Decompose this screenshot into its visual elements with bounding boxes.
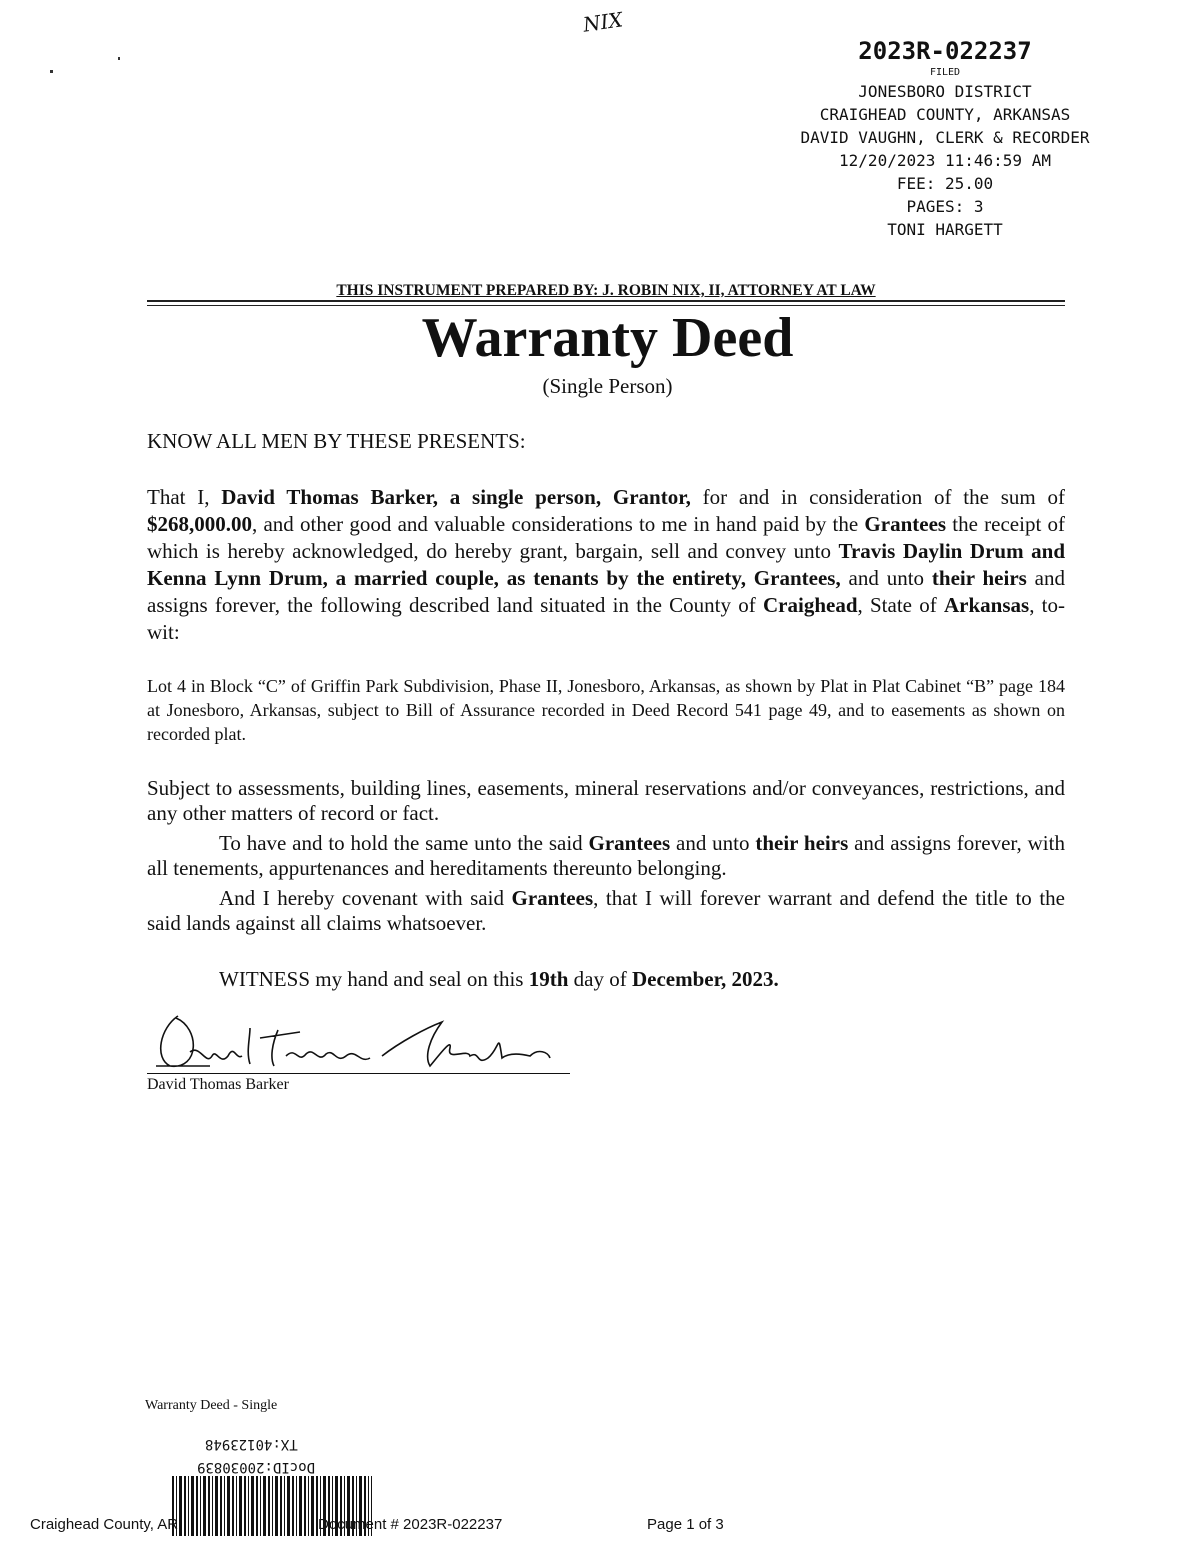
text-segment: , that I will forever warrant and defend the title to the said lands against all claims whatsoever.	[147, 886, 1065, 935]
footer-page: Page 1 of 3	[647, 1516, 724, 1533]
text-segment: and assigns forever, with all tenements, appurtenances and hereditaments thereunto belonging.	[147, 831, 1065, 880]
legal-description: Lot 4 in Block “C” of Griffin Park Subdivision, Phase II, Jonesboro, Arkansas, as shown by Plat in Plat Cabinet “B” page 184 at Jonesboro, Arkansas, subject to Bill of Assurance recorded in Deed Record 541 page 49, and to easements as shown on recorded plat.	[147, 676, 1065, 744]
bold-text-segment: $268,000.00	[147, 512, 252, 536]
bold-text-segment: Arkansas	[943, 593, 1030, 617]
signature-scribble	[150, 1008, 570, 1072]
footer-document-number: Document # 2023R-022237	[318, 1516, 503, 1533]
page-subtitle: (Single Person)	[542, 374, 673, 398]
text-segment: , State of	[857, 593, 944, 617]
stamp-datetime: 12/20/2023 11:46:59 AM	[839, 151, 1051, 170]
text-segment: WITNESS my hand and seal on this	[219, 967, 529, 991]
page-title: Warranty Deed	[421, 307, 794, 369]
divider	[147, 300, 1065, 302]
text-segment: , and other good and valuable considerations to me in hand paid by the	[252, 512, 865, 536]
grant-paragraph	[147, 484, 1065, 646]
text-segment: the receipt of which is hereby acknowledged, do hereby grant, bargain, sell and convey unto	[147, 512, 1065, 563]
text-segment: for and in consideration of the sum of	[690, 485, 1066, 509]
text-segment: and assigns forever, the following described land situated in the County of	[147, 566, 1066, 617]
prepared-by: THIS INSTRUMENT PREPARED BY: J. ROBIN NIX, II, ATTORNEY AT LAW	[336, 282, 876, 299]
bold-text-segment: their heirs	[931, 566, 1027, 590]
bold-text-segment: Grantees	[511, 886, 594, 910]
habendum	[147, 831, 1065, 881]
bold-text-segment: Grantees	[588, 831, 671, 855]
text-segment: To have and to hold the same unto the said	[219, 831, 589, 855]
stamp-pages: PAGES: 3	[906, 197, 984, 216]
text-segment: That I,	[147, 485, 222, 509]
stamp-clerk-initials: TONI HARGETT	[887, 220, 1003, 239]
scan-speck	[118, 57, 120, 60]
barcode-label-tx: TX:40123948	[205, 1436, 298, 1452]
recording-stamp	[760, 36, 1130, 241]
stamp-district: JONESBORO DISTRICT	[858, 82, 1032, 101]
text-segment: , to-wit:	[147, 593, 1066, 644]
text-segment: day of	[568, 967, 632, 991]
barcode-label-docid: DocID:20030839	[197, 1459, 316, 1475]
witness	[147, 966, 1065, 993]
stamp-clerk: DAVID VAUGHN, CLERK & RECORDER	[800, 128, 1090, 147]
stamp-filed: FILED	[929, 67, 961, 78]
form-name: Warranty Deed - Single	[145, 1398, 278, 1413]
scan-speck	[50, 70, 53, 73]
handwritten-initials: NIX	[581, 7, 625, 37]
footer-county: Craighead County, AR	[30, 1516, 179, 1533]
bold-text-segment: their heirs	[755, 831, 849, 855]
bold-text-segment: David Thomas Barker, a single person, Grantor,	[221, 485, 691, 509]
bold-text-segment: Craighead	[763, 593, 858, 617]
recording-number: 2023R-022237	[858, 37, 1032, 65]
bold-text-segment: 19th	[528, 967, 569, 991]
text-segment: and unto	[670, 831, 756, 855]
bold-text-segment: Travis Daylin Drum and Kenna Lynn Drum, a married couple, as tenants by the entirety, Grantees,	[147, 539, 1065, 590]
signer-name: David Thomas Barker	[147, 1076, 289, 1093]
stamp-fee: FEE: 25.00	[896, 174, 994, 193]
intro: KNOW ALL MEN BY THESE PRESENTS:	[147, 429, 526, 453]
signature-line	[147, 1073, 570, 1074]
stamp-county: CRAIGHEAD COUNTY, ARKANSAS	[819, 105, 1071, 124]
bold-text-segment: Grantees	[864, 512, 947, 536]
signature	[150, 1008, 570, 1072]
bold-text-segment: December, 2023.	[631, 967, 779, 991]
text-segment: and unto	[840, 566, 932, 590]
subject-to: Subject to assessments, building lines, easements, mineral reservations and/or conveyances, restrictions, and any other matters of record or fact.	[147, 776, 1065, 825]
covenant	[147, 886, 1065, 936]
text-segment: And I hereby covenant with said	[219, 886, 512, 910]
